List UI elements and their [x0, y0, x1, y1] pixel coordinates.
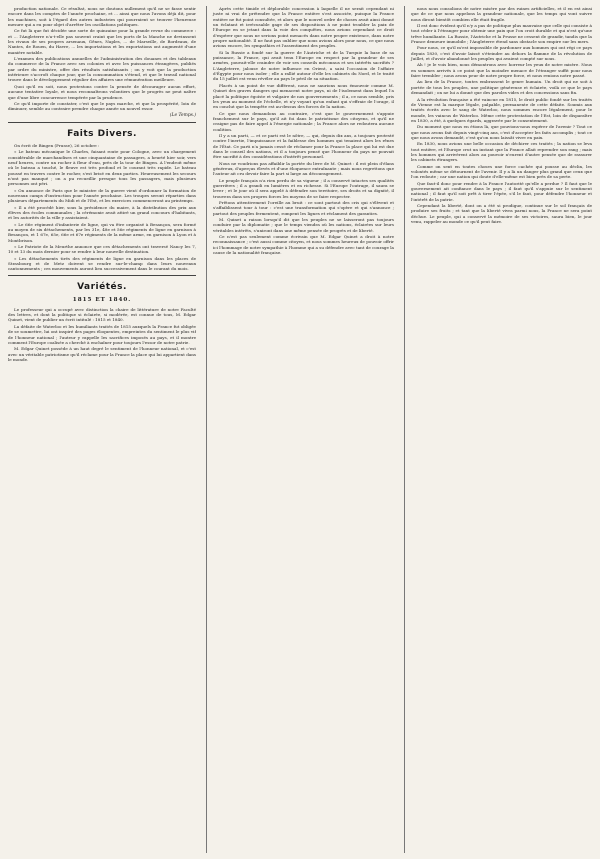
- column-3: [404, 6, 592, 853]
- column-1: [8, 6, 196, 853]
- paragraph: L'examen des publications annuelles de l'administration des douanes et des tableaux du commerce de la France avec ses colonies et avec les puissances étrangères, publiés par ordre du ministre, offre des résultats satisfaisants ; on y voit que la production intérieure s'accroît chaque jour, que la consommation s'étend, et que le travail national trouve dans le développement régulier des affaires une rémunération meilleure.: [8, 56, 196, 83]
- source-signature: (Le Temps.): [169, 112, 196, 118]
- paragraph: Si la Russie a fondé sur la guerre de l'Autriche et de la Turquie la base de sa puissance, la France, qui avait tenu l'Europe en respect par la grandeur de ses armées, pouvait-elle craindre de voir ses conseils méconnus et ses intérêts sacrifiés ? L'Angleterre, jalouse de notre influence en Orient, a saisi l'occasion de l'affaire d'Égypte pour nous isoler ; elle a rallié autour d'elle les cabinets du Nord, et le traité du 15 juillet est venu révéler au pays le péril de sa situation.: [213, 49, 394, 82]
- section-heading-faits-divers: Faits Divers.: [67, 128, 137, 139]
- paragraph: Le professeur qui a occupé avec distinction la chaire de littérature de notre Faculté des lettres, et dont la politique si éclairée, si modérée, est connue de tous, M. Edgar Quinet, vient de publier un écrit intitulé : 1815 et 1840.: [8, 306, 196, 323]
- paragraph: Il est donc évident qu'il n'y a pas de politique plus mauvaise que celle qui consiste à tout céder à l'étranger pour obtenir une paix que l'on croit durable et qui n'est qu'une trêve humiliante. La Russie, l'Autriche et la Prusse ne cessent de grandir, tandis que la France demeure immobile ; l'Angleterre étend sans obstacle son empire sur les mers.: [411, 23, 592, 45]
- paragraph: « On annonce de Paris que le ministre de la guerre vient d'ordonner la formation de nouveaux camps d'instruction pour l'année prochaine. Les troupes seront réparties dans plusieurs départements du Midi et de l'Est, et les exercices commenceront au printemps.: [8, 187, 196, 204]
- paragraph: Que faut-il donc pour rendre à la France l'autorité qu'elle a perdue ? Il faut que le gouvernement ait confiance dans le pays ; il faut qu'il s'appuie sur le sentiment national ; il faut qu'il soit prêt à tirer l'épée, s'il le faut, pour défendre l'honneur et l'intérêt de la patrie.: [411, 180, 592, 202]
- paragraph: « Le bateau mécanique le Charles, faisant route pour Cologne, avec un chargement considérable de marchandises et une cinquantaine de passagers, a heurté hier soir, vers neuf heures, contre un rocher à fleur d'eau, près de la tour de Bingen. A l'endroit même où le bateau a touché, le fleuve est très profond et le courant très rapide. Le bateau poussé en travers contre le rocher, s'est brisé en deux parties. Heureusement les secours n'ont pas manqué ; on a pu recueillir presque tous les passagers, mais plusieurs personnes ont péri.: [8, 149, 196, 187]
- paragraph: Au lieu de la France, toutes embrassent le genre humain. Un droit qui ne soit à portée de tous les peuples, une politique généreuse et éclairée, voilà ce que le pays demandait ; on ne lui a donné que des paroles vides et des concessions sans fin.: [411, 79, 592, 96]
- divider: [8, 122, 196, 123]
- paragraph: Quoi qu'il en soit, nous protestons contre la pensée de décourager aucun effort, aucune tentative loyale, et nous reconnaîtrons volontiers que le progrès ne peut naître que d'une libre concurrence tempérée par la prudence.: [8, 83, 196, 100]
- paragraph: Ce que nous demandons au contraire, c'est que le gouvernement s'appuie franchement sur le pays, qu'il ait foi dans le patriotisme des citoyens, et qu'il ne craigne pas de faire appel à l'énergie nationale ; la France alors ne redoutera aucune coalition.: [213, 110, 394, 132]
- paragraph: Ce fut là que fut décidée une sorte de quinzaine pour la grande revue du commerce : et ... l'Angleterre n'a-t-elle pas souvent craint que les ports de la Manche ne devinssent les rivaux de ses propres arsenaux, Gênes, Naples, ... de Marseille, de Bordeaux, de Nantes, de Rouen, du Havre, ... les importations et les exportations ont augmenté d'une manière notable.: [8, 28, 196, 55]
- paragraph: nous nous consolions de notre misère par des ruines artificielles, et il en est ainsi que de ce que nous appelons la grandeur nationale, que les temps qui vont suivre nous diront bientôt combien elle était fragile.: [411, 6, 592, 22]
- paragraph: Comme on sent en toutes choses une force cachée qui pousse au déclin, les volontés même se détournent de l'avenir. Il y a là un danger plus grand que ceux que l'on redoute ; car une nation qui doute d'elle-même est bien près de sa perte.: [411, 163, 592, 180]
- paragraph: Pour nous, ce qu'il m'est impossible de pardonner aux hommes qui ont régi ce pays depuis 1830, c'est d'avoir laissé s'éteindre au dehors la flamme de la révolution de Juillet, et d'avoir abandonné les peuples qui avaient compté sur nous.: [411, 45, 592, 62]
- paragraph: production nationale. Ce résultat, nous ne doutons nullement qu'il ne se fasse sentir encore dans les comptes de l'année prochaine, et ... ainsi que nous l'avons déjà dit, pour les machines, soit à l'égard des autres industries qui pourraient se trouver l'heureuse mesure qui a eu pour objet d'arrêter les oscillations politiques.: [8, 6, 196, 28]
- divider: [8, 275, 196, 276]
- paragraph: Après cette timide et déplorable concession à laquelle il ne serait cependant ni juste ni vrai de prétendre que la France entière s'est associée, puisque la France entière ne fut point consultée, et alors que le nouvel ordre de choses avait ainsi donné un éclatant et irrécusable gage de ses dispositions à ne point troubler la paix de l'Europe en se jetant dans la voie des conquêtes, nous avions cependant ce droit d'espérer que nous ne serions point menacés dans notre propre existence, dans notre propre nationalité. Il ne faut pas oublier que nous avions alors pour nous, ce que nous avions encore, les sympathies et l'assentiment des peuples.: [213, 6, 394, 49]
- paragraph: « Il a été procédé hier, sous la présidence du maire, à la distribution des prix aux élèves des écoles communales ; la cérémonie avait attiré un grand concours d'habitants, et les autorités de la ville y assistaient.: [8, 204, 196, 221]
- paragraph: M. Quinet a raison lorsqu'il dit que les peuples ne se laisseront pas toujours conduire par la diplomatie ; que le temps viendra où les nations, éclairées sur leurs véritables intérêts, s'uniront dans une même pensée de progrès et de liberté.: [213, 217, 394, 233]
- paragraph: En 1830, nous avions une belle occasion de déchirer ces traités ; la nation se leva tout entière, et l'Europe crut un instant que la France allait reprendre son rang ; mais les hommes qui arrivèrent alors au pouvoir n'eurent d'autre pensée que de rassurer les cabinets étrangers.: [411, 141, 592, 163]
- paragraph: Ce n'est pas seulement comme écrivain que M. Edgar Quinet a droit à notre reconnaissance ; c'est aussi comme citoyen, et nous sommes heureux de pouvoir offrir ici l'hommage de notre sympathie à l'homme qui a su défendre avec tant de courage la cause de la nationalité française.: [213, 234, 394, 256]
- paragraph: « Les détachements tirés des régiments de ligne en garnison dans les places de Strasbourg et de Metz doivent se rendre sur-le-champ dans leurs nouveaux cantonnements ; ces mouvements auront lieu successivement dans le courant du mois.: [8, 255, 196, 272]
- paragraph: Ah ! je le vois bien, nous démontrons avec horreur les yeux de notre misère. Nous en sommes arrivés à ce point que la moindre menace de l'étranger suffit pour nous faire trembler ; nous avons peur de notre propre force, et nous renions notre passé.: [411, 62, 592, 79]
- paragraph: A la révolution française a été vaincue en 1815, le droit public fondé sur les traités de Vienne est la marque légale, palpable, permanente de cette défaite. Soumis aux traités écrits avec le sang de Waterloo, nous sommes encore légalement, pour le monde, les vaincus de Waterloo. Même cette protestation de l'Est, loin de disparaître en 1830, a été, à quelques égards, aggravée par le consentement.: [411, 96, 592, 123]
- paragraph: Le peuple français n'a rien perdu de sa vigueur ; il a conservé intactes ses qualités guerrières ; il a grandi en lumières et en richesse. Si l'Europe l'outrage, il saura se lever ; et le jour où il sera appelé à défendre son territoire, ses droits et sa dignité, il trouvera dans ses propres forces les moyens de se faire respecter.: [213, 177, 394, 199]
- paragraph: La défaite de Waterloo et les humiliants traités de 1815 auxquels la France fut obligée de se soumettre, lui ont inspiré des pages éloquentes, empreintes du sentiment le plus vif de l'honneur national ; l'auteur y rappelle les sacrifices imposés au pays, et il montre comment l'Europe coalisée a cherché à enchaîner pour toujours l'essor de notre patrie.: [8, 323, 196, 345]
- paragraph: Ce qu'il importe de constater, c'est que le pays marche, et que la prospérité, loin de diminuer, semble au contraire prendre chaque année un nouvel essor.: [8, 100, 196, 112]
- paragraph: « Le Patriote de la Meurthe annonce que ces détachements ont traversé Nancy les 7, 10 et 13 du mois dernier pour se rendre à leur nouvelle destination.: [8, 244, 196, 255]
- paragraph: Cependant la liberté, dont on a été si prodigue, continue sur le sol français de produire ses fruits ; et tant que la liberté vivra parmi nous, la France ne sera point déchue. Le peuple, qui a conservé la mémoire de ses victoires, saura bien, le jour venu, rappeler au monde ce qu'il peut faire.: [411, 203, 592, 225]
- paragraph: Il y a un parti, — et ce parti est le nôtre, — qui, depuis dix ans, a toujours protesté contre l'inertie, l'impuissance et la faiblesse des hommes qui tenaient alors les rênes de l'État. Ce parti n'a jamais cessé de réclamer pour la France la place qui lui est due dans le conseil des nations, et il a toujours pensé que l'honneur du pays ne pouvait être sacrifié à des considérations d'intérêt personnel.: [213, 132, 394, 160]
- section-heading-varietes: Variétés.: [77, 281, 127, 292]
- article-title: 1815 ET 1840.: [72, 296, 132, 303]
- paragraph: « Le 66e régiment d'infanterie de ligne, qui va être organisé à Besançon, sera formé au moyen de six détachements, par les 31e, 48e et 56e régiments de ligne en garnison à Besançon, et 1 67e, 65e, 66e et 67e régiments de la même arme, en garnison à Lyon et à Montbrison.: [8, 221, 196, 243]
- column-2: [206, 6, 394, 853]
- text-columns: [8, 6, 592, 853]
- paragraph: M. Edgar Quinet possède à un haut degré le sentiment de l'honneur national, et c'est avec un véritable patriotisme qu'il réclame pour la France la place qui lui appartient dans le monde.: [8, 346, 196, 362]
- paragraph: Nous ne voudrions pas affaiblir la portée du livre de M. Quinet : il est plein d'élans généreux, d'aperçus élevés et d'une éloquence entraînante ; mais nous regrettons que l'auteur ait cru devoir faire la part si large au découragement.: [213, 160, 394, 177]
- paragraph: Prêtons attentivement l'oreille au bruit : ce sont partout des cris qui s'élèvent et s'affaiblissent tour à tour : c'est une transformation qui s'opère et qui s'annonce ; partout des peuples fermentent, rompent les lignes et réclament des garanties.: [213, 200, 394, 216]
- paragraph: On écrit de Bingen (Prusse), 26 octobre :: [14, 142, 100, 148]
- paragraph: Placés à un point de vue différent, nous ne saurions nous émouvoir comme M. Quinet des graves dangers qui menacent notre pays, ni de l'isolement dans lequel l'a placé la politique égoïste et vulgaire de nos gouvernements ; il a, ce nous semble, pris les yeux au moment de l'échelle, et n'y voyant qu'un enfant qui s'effraie de l'orage, il en conclut que la tempête est au-dessus des forces de la nation.: [213, 82, 394, 110]
- paragraph: Du moment que nous en étions là, que pouvions-nous espérer de l'avenir ? Tout ce que nous avons fait depuis vingt-cinq ans, c'est d'accepter les faits accomplis ; tout ce que nous avons demandé, c'est qu'on nous laissât vivre en paix.: [411, 124, 592, 140]
